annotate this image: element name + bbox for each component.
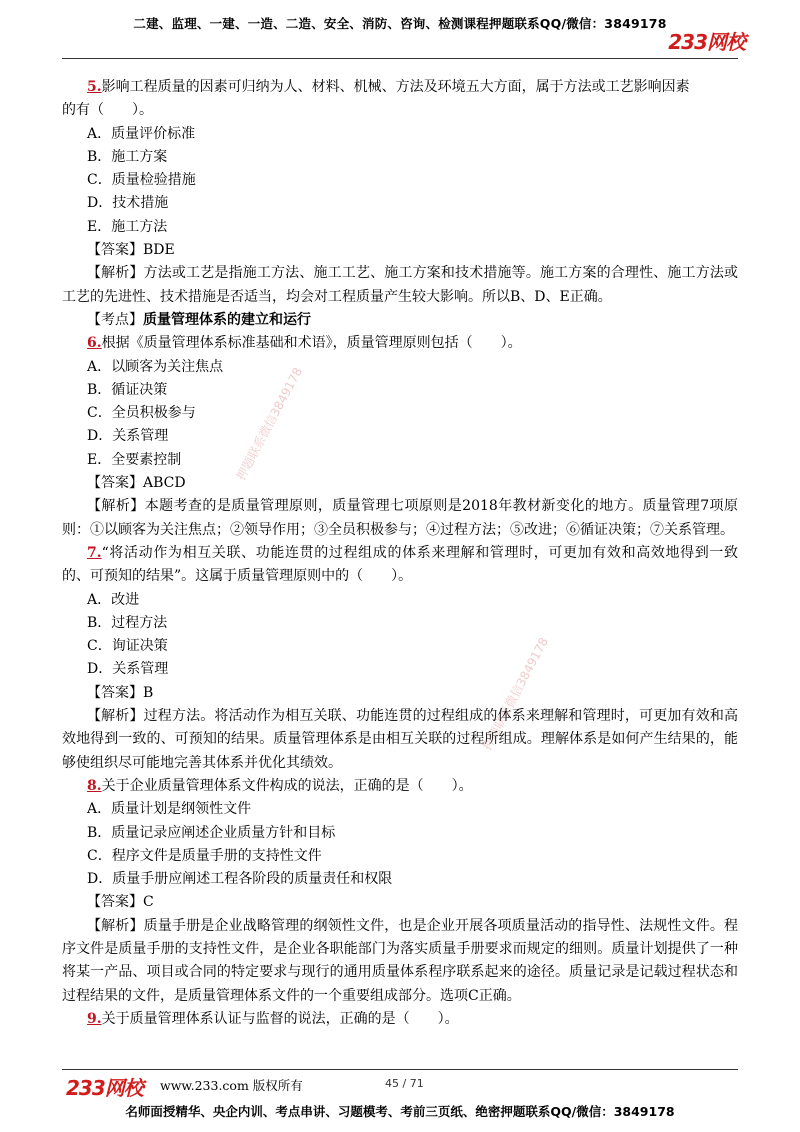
question-number: 7. — [87, 544, 102, 561]
option: B．质量记录应阐述企业质量方针和目标 — [87, 824, 336, 841]
section-heading: 【考点】质量管理体系的建立和运行 — [87, 311, 311, 328]
footer-divider — [62, 1069, 738, 1070]
analysis: 【解析】本题考查的是质量管理原则，质量管理七项原则是2018年教材新变化的地方。质量管理7项原则：①以顾客为关注焦点；②领导作用；③全员积极参与；④过程方法；⑤改进；⑥循证决策；⑦关系管理。 — [62, 498, 738, 538]
option: A．质量计划是纲领性文件 — [87, 801, 252, 818]
analysis: 【解析】方法或工艺是指施工方法、施工工艺、施工方案和技术措施等。施工方案的合理性、施工方法或工艺的先进性、技术措施是否适当，均会对工程质量产生较大影响。所以B、D、E正确。 — [62, 265, 739, 305]
watermark: 押题联系微信3849178 — [233, 365, 306, 483]
option: B．施工方案 — [87, 148, 168, 165]
question-number: 6. — [87, 335, 102, 352]
option: E．全要素控制 — [87, 451, 182, 468]
answer: 【答案】ABCD — [87, 475, 186, 492]
option: B．循证决策 — [87, 381, 168, 398]
option: C．询证决策 — [87, 638, 168, 655]
option: D．关系管理 — [87, 661, 169, 678]
question-number: 9. — [87, 1010, 102, 1027]
analysis: 【解析】质量手册是企业战略管理的纲领性文件，也是企业开展各项质量活动的指导性、法规性文件。程序文件是质量手册的支持性文件，是企业各职能部门为落实质量手册要求而规定的细则。质量计划提供了一种将某一产品、项目或合同的特定要求与现行的通用质量体系程序联系起来的途径。质量记录是记载过程状态和过程结果的文件，是质量管理体系文件的一个重要组成部分。选项C正确。 — [62, 917, 739, 1004]
option: D．技术措施 — [87, 195, 169, 212]
answer: 【答案】B — [87, 684, 154, 701]
footer-site: www.233.com 版权所有 — [160, 1078, 303, 1093]
question-5-stem-cont: 的有（ ）。 — [62, 102, 153, 119]
question-6-stem: 6.根据《质量管理体系标准基础和术语》，质量管理原则包括（ ）。 — [87, 335, 522, 352]
question-7-stem: 7.“将活动作为相互关联、功能连贯的过程组成的体系来理解和管理时，可更加有效和高效地得到一致的、可预知的结果”。这属于质量管理原则中的（ ）。 — [62, 544, 738, 585]
answer: 【答案】C — [87, 894, 154, 911]
option: A．改进 — [87, 591, 140, 608]
question-9-stem: 9.关于质量管理体系认证与监督的说法，正确的是（ ）。 — [87, 1010, 459, 1027]
question-number: 8. — [87, 777, 102, 794]
option: C．程序文件是质量手册的支持性文件 — [87, 847, 322, 864]
question-8-stem: 8.关于企业质量管理体系文件构成的说法，正确的是（ ）。 — [87, 777, 473, 794]
brand-logo: 233网校 — [668, 30, 745, 54]
option: D．关系管理 — [87, 428, 169, 445]
page-number: 45 / 71 — [385, 1077, 424, 1090]
option: A．以顾客为关注焦点 — [87, 358, 224, 375]
option: B．过程方法 — [87, 614, 168, 631]
watermark: 押题联系微信3849178 — [479, 635, 552, 753]
option: A．质量评价标准 — [87, 125, 196, 142]
option: D．质量手册应阐述工程各阶段的质量责任和权限 — [87, 871, 393, 888]
option: C．质量检验措施 — [87, 172, 196, 189]
page-header-text: 二建、监理、一建、一造、二造、安全、消防、咨询、检测课程押题联系QQ/微信：3849178 — [133, 16, 667, 31]
answer: 【答案】BDE — [87, 242, 175, 259]
header-divider — [62, 58, 738, 59]
question-number: 5. — [87, 79, 102, 95]
footer-text: 名师面授精华、央企内训、考点串讲、习题模考、考前三页纸、绝密押题联系QQ/微信：3849178 — [125, 1104, 675, 1119]
footer-logo: 233网校 — [66, 1076, 143, 1100]
option: C．全员积极参与 — [87, 405, 196, 422]
document-body — [62, 76, 738, 1031]
question-5-stem: 5.影响工程质量的因素可归纳为人、材料、机械、方法及环境五大方面，属于方法或工艺影响因素 — [87, 79, 690, 95]
analysis: 【解析】过程方法。将活动作为相互关联、功能连贯的过程组成的体系来理解和管理时，可更加有效和高效地得到一致的、可预知的结果。质量管理体系是由相互关联的过程所组成。理解体系是如何产生结果的，能够使组织尽可能地完善其体系并优化其绩效。 — [62, 708, 739, 771]
option: E．施工方法 — [87, 218, 168, 235]
